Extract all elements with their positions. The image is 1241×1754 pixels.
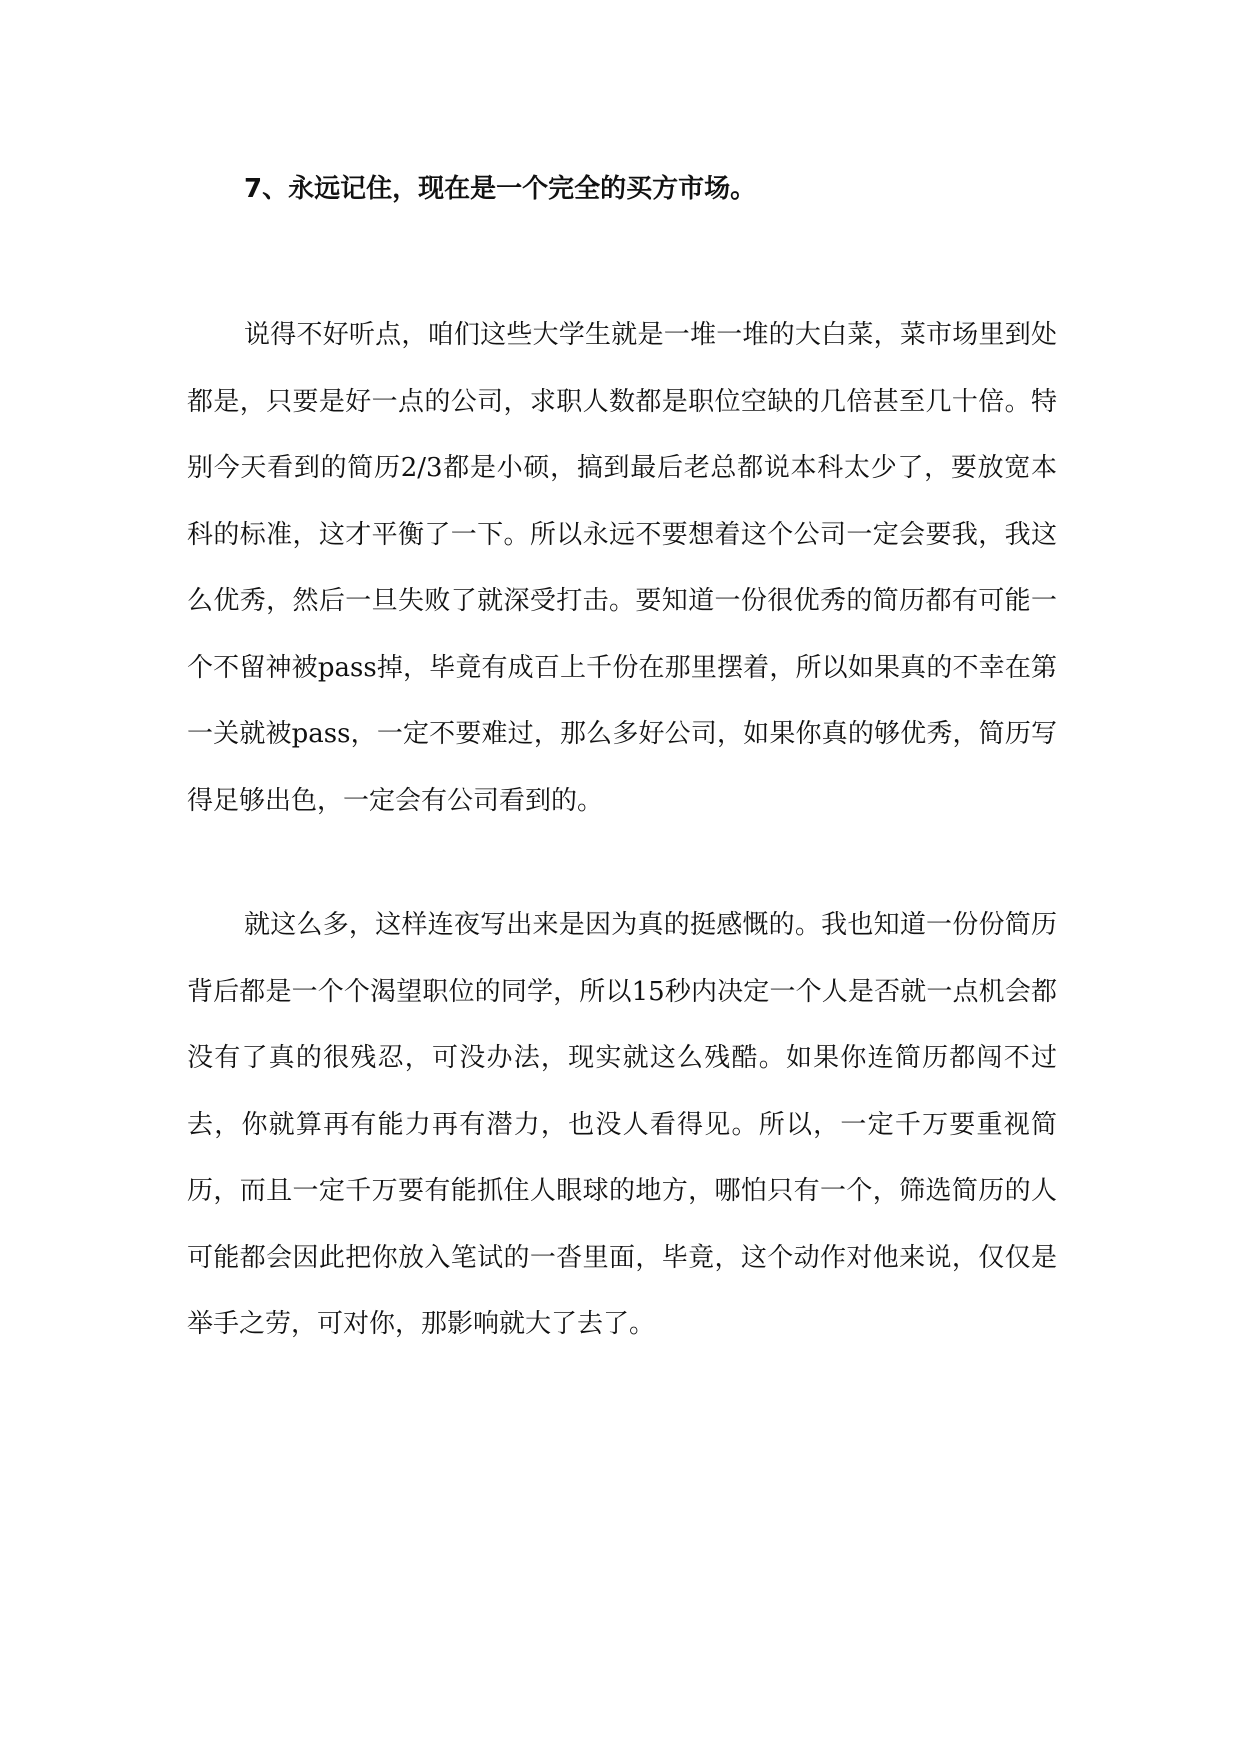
section-heading: 7、永远记住，现在是一个完全的买方市场。	[244, 174, 757, 204]
document-body	[187, 156, 1057, 1416]
paragraph-1: 说得不好听点，咱们这些大学生就是一堆一堆的大白菜，菜市场里到处都是，只要是好一点的公司，求职人数都是职位空缺的几倍甚至几十倍。特别今天看到的简历2/3都是小硕，搞到最后老总都说本科太少了，要放宽本科的标准，这才平衡了一下。所以永远不要想着这个公司一定会要我，我这么优秀，然后一旦失败了就深受打击。要知道一份很优秀的简历都有可能一个不留神被pass掉，毕竟有成百上千份在那里摆着，所以如果真的不幸在第一关就被pass，一定不要难过，那么多好公司，如果你真的够优秀，简历写得足够出色，一定会有公司看到的。	[187, 320, 1057, 816]
paragraph-2: 就这么多，这样连夜写出来是因为真的挺感慨的。我也知道一份份简历背后都是一个个渴望职位的同学，所以15秒内决定一个人是否就一点机会都没有了真的很残忍，可没办法，现实就这么残酷。如果你连简历都闯不过去，你就算再有能力再有潜力，也没人看得见。所以，一定千万要重视简历，而且一定千万要有能抓住人眼球的地方，哪怕只有一个，筛选简历的人可能都会因此把你放入笔试的一沓里面，毕竟，这个动作对他来说，仅仅是举手之劳，可对你，那影响就大了去了。	[187, 910, 1057, 1339]
